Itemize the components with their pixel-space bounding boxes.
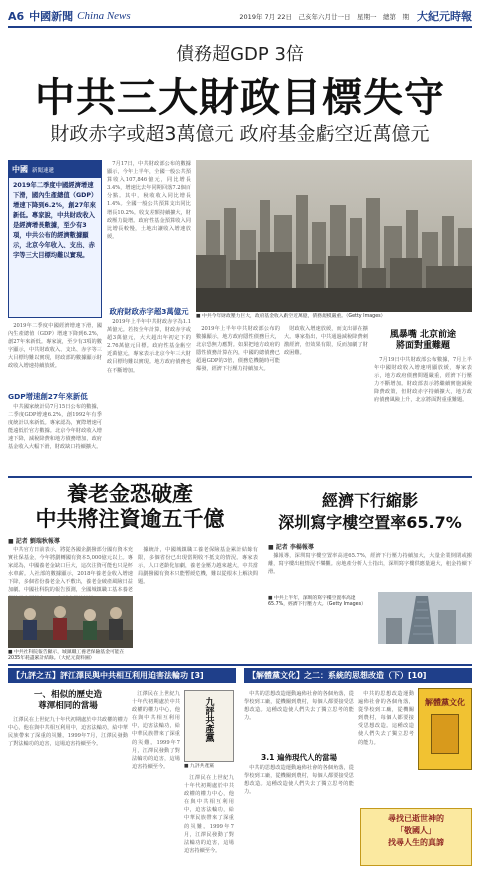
- series-right-bar: 【解體黨文化】之二：系統的思想改造（下）[10]: [244, 668, 472, 683]
- summary-box: [8, 160, 102, 318]
- masthead: [8, 6, 472, 28]
- paragraph: 江澤民在上世紀九十年代初期處於中共政權的權力中心，他在與中共相互利用中，迫害法輪功，給中華民族帶來了深重的災難。1999年7月，江澤民發動了對法輪功的迫害，這場迫害持續至今。: [132, 691, 180, 770]
- office-tower-image: [378, 592, 472, 644]
- summary-tag-sub: 新聞速遞: [32, 167, 55, 174]
- issue-date: 2019年 7月 22日 己亥年六月廿一日 星期一 總第 期: [239, 12, 409, 21]
- story-kicker: 債務超GDP 3倍: [176, 44, 304, 65]
- sidebar-headline: 風暴嘴 北京前途 將面對重難題: [389, 330, 457, 351]
- article-body-col3: [196, 325, 280, 473]
- shenzhen-photo-caption: ■ 中共上半年，深圳的寫字樓空置率高達65.7%，經濟下行壓力大。（Getty Images）: [268, 596, 366, 607]
- series-right-body-3: [358, 690, 414, 804]
- paragraph: 中共的思想改造運動遍佈社會的各個角落，從學校到工廠，從機關到農村，每個人都要接受思想改造。這種改造使人們失去了獨立思考的能力。: [244, 691, 354, 722]
- shenzhen-photo: [378, 592, 472, 644]
- paragraph: 2019年上半年中共財政赤字為1.1萬億元。若按全年計算，財政赤字或超3萬億元，大大超出年初定下的2.76萬億元目標。政府性基金虧空近萬億元，專家表示北京今年三大財政目標均難以實現。地方政府債務也在不斷增加。: [107, 319, 191, 374]
- shenzhen-headline: 經濟下行縮影 深圳寫字樓空置率65.7%: [278, 491, 462, 532]
- pension-body: [8, 546, 133, 594]
- section-name: 中國新聞: [29, 10, 74, 23]
- section-divider: [8, 476, 472, 478]
- main-headline: 中共三大財政目標失守: [35, 75, 445, 121]
- pension-photo: [8, 596, 133, 648]
- paragraph: 中共的思想改造運動遍佈社會的各個角落，從學校到工廠，從機關到農村，每個人都要接受思想改造。這種改造使人們失去了獨立思考的能力。: [358, 691, 414, 746]
- pension-body-2: [138, 546, 258, 644]
- summary-text: 2019年二季度中國經濟增速下滑，國內生產總值（GDP）增速下降到6.2%，創27年來新低。專家說，中共財政收入是經濟增長數據，至少有3項，中共公布的經濟數據顯示，北京今年收入、支出、赤字等三大目標均難以實現。: [13, 182, 96, 259]
- pension-byline: ■ 記者 劉瑞秋報導: [8, 538, 60, 545]
- paragraph: 2019年上半年中共財政部公布的數據顯示，地方政府隱性債務巨大，北京恐無力應對。如果把地方政府的隱性債務計算在內，中國的總債務已超過GDP的3倍，債務危機隨時可能爆發，經濟下行壓力持續加大。: [196, 326, 280, 373]
- article-body-col2: [107, 160, 191, 300]
- skyline-image: [196, 160, 472, 312]
- sidebar-body: [374, 356, 472, 473]
- shenzhen-byline: ■ 記者 李楊報導: [268, 544, 314, 551]
- paragraph: 2019年二季度中國經濟增速下滑，國內生產總值（GDP）增速下降到6.2%，創27年來新低。專家說，至少有3項的數字顯示，中共財政收入、支出、赤字等三大目標均難以實現，財政部的數據顯示財政收入增速持續放緩。: [8, 323, 102, 370]
- book-title-right: 解體黨文化: [425, 698, 465, 707]
- summary-tag-label: 中國: [12, 165, 28, 174]
- paragraph: 財政收入增速放緩，而支出卻在擴大。專家指出，中共通過減稅降費刺激經濟，但效果有限，反而加劇了財政困難。: [284, 326, 368, 357]
- book-promo-box: 尋找已逝世神的 「敬國人」 找尋人生的真諦: [360, 808, 472, 866]
- book-caption: ■ 九評共產黨: [184, 764, 215, 769]
- section-divider-2: [8, 664, 472, 666]
- pension-photo-caption: ■ 中共社科院報告顯示，城鎮職工養老保險基金可能在2035年耗盡累計結餘。（大紀元資料圖）: [8, 650, 125, 661]
- shenzhen-body: [268, 552, 472, 590]
- paragraph: 據統計，中國城鎮職工養老保險基金累計結餘有限，多個省份已出現當期收不抵支的情況。專家表示，人口老齡化加劇，養老金壓力越來越大，中共當局劃撥國有資本只能暫緩危機，難以從根本上解決問題。: [138, 547, 258, 586]
- page-number: A6: [8, 9, 25, 23]
- series-left-bar: 【九評之五】評江澤民與中共相互利用迫害法輪功 [3]: [8, 668, 236, 683]
- summary-tag: [9, 161, 101, 178]
- article-body-col4: [284, 325, 368, 473]
- city-skyline-photo: [196, 160, 472, 312]
- section-subhead-gdp: GDP增速創27年來新低: [8, 392, 88, 401]
- paragraph: 7月19日中共財政部公布數據，7月上半年中國財政收入增速明顯放緩，專家表示，地方政府債務問題嚴重，經濟下行壓力不斷增加。財政部表示將繼續實施減稅降費政策，但財政赤字持續擴大，地方政府債務風險上升，北京將面對重重難題。: [374, 357, 472, 404]
- paragraph: 中共官方日前表示，將從各國企劃撥部分國有資本充實社保基金，今年將劃轉國有資本5,000億元以上。專家認為，中國養老金缺口巨大，這次注資可能也只是杯水車薪。人社部的數據顯示，2018年養老金收入增速下降，多個省份養老金入不敷出，養老金破產風險日益加劇。中國社科院的報告預測，全國城鎮職工基本養老: [8, 547, 133, 594]
- photo-caption-skyline: ■ 中共今年財政壓力巨大，政府基金收入虧空近萬億，債務規模嚴重。（Getty Images）: [196, 314, 386, 319]
- section-subhead-deficit: 政府財政赤字超3萬億元: [109, 307, 189, 316]
- series-left-body-2: [132, 690, 180, 866]
- article-body-col1: [8, 322, 102, 388]
- series-left-body: [8, 716, 128, 866]
- series-right-body-2: [244, 764, 354, 866]
- newspaper-logo: 大紀元時報: [417, 10, 472, 23]
- book-title: 九評共產黨: [203, 697, 214, 742]
- paragraph: 中共的思想改造運動遍佈社會的各個角落，從學校到工廠，從機關到農村，每個人都要接受思想改造。這種改造使人們失去了獨立思考的能力。: [244, 765, 354, 796]
- paragraph: 江澤民在上世紀九十年代初期處於中共政權的權力中心，他在與中共相互利用中，迫害法輪功，給中華民族帶來了深重的災難。1999年7月，江澤民發動了對法輪功的迫害，這場迫害持續至今。: [184, 775, 234, 854]
- series-left-body-3: [184, 774, 234, 866]
- series-right-subhead: 3.1 遍佈現代人的當場: [261, 753, 337, 762]
- main-subheadline: 財政赤字或超3萬億元 政府基金虧空近萬億元: [50, 123, 430, 145]
- paragraph: 中共國家統計局7月15日公布的數據，二季度GDP增速6.2%，創1992年有季度統計以來新低。專家認為，實際增速可能遠低於官方數據。北京今年財政收入增速下降，減稅降費和地方債務增加，政府基金收入大幅下滑，財政缺口持續擴大。: [8, 404, 102, 451]
- party-culture-book: [418, 688, 472, 770]
- nine-commentaries-book: [184, 690, 234, 762]
- article-body-col2b: [107, 318, 191, 473]
- series-left-headline: 一、相似的歷史造 尊渾相同的當場: [33, 690, 102, 711]
- pension-headline: 養老金恐破產 中共將注資逾五千億: [35, 482, 225, 531]
- paragraph: 據報導，深圳寫字樓空置率高達65.7%，經濟下行壓力持續加大，大量企業倒閉或搬離，寫字樓出租情況不樂觀。房地產分析人士指出，深圳寫字樓供應量過大，租金持續下滑。: [268, 553, 472, 576]
- series-right-body: [244, 690, 354, 750]
- paragraph: 7月17日，中共財政部公布的數據顯示，今年上半年，全國一般公共預算收入107,846億元，同比增長3.4%，增速比去年同期回落7.2個百分點。其中，稅收收入同比增長1.4%。全國一般公共預算支出同比增長10.2%。收支差額持續擴大，財政壓力陡增。政府性基金預算收入同比增長較慢，土地出讓收入增速放緩。: [107, 161, 191, 240]
- elderly-people-image: [8, 596, 133, 648]
- book-cover-art: [431, 714, 459, 754]
- paragraph: 江澤民在上世紀九十年代初期處於中共政權的權力中心，他在與中共相互利用中，迫害法輪功，給中華民族帶來了深重的災難。1999年7月，江澤民發動了對法輪功的迫害，這場迫害持續至今。: [8, 717, 128, 748]
- section-name-en: China News: [77, 10, 131, 22]
- article-body-col1b: [8, 403, 102, 475]
